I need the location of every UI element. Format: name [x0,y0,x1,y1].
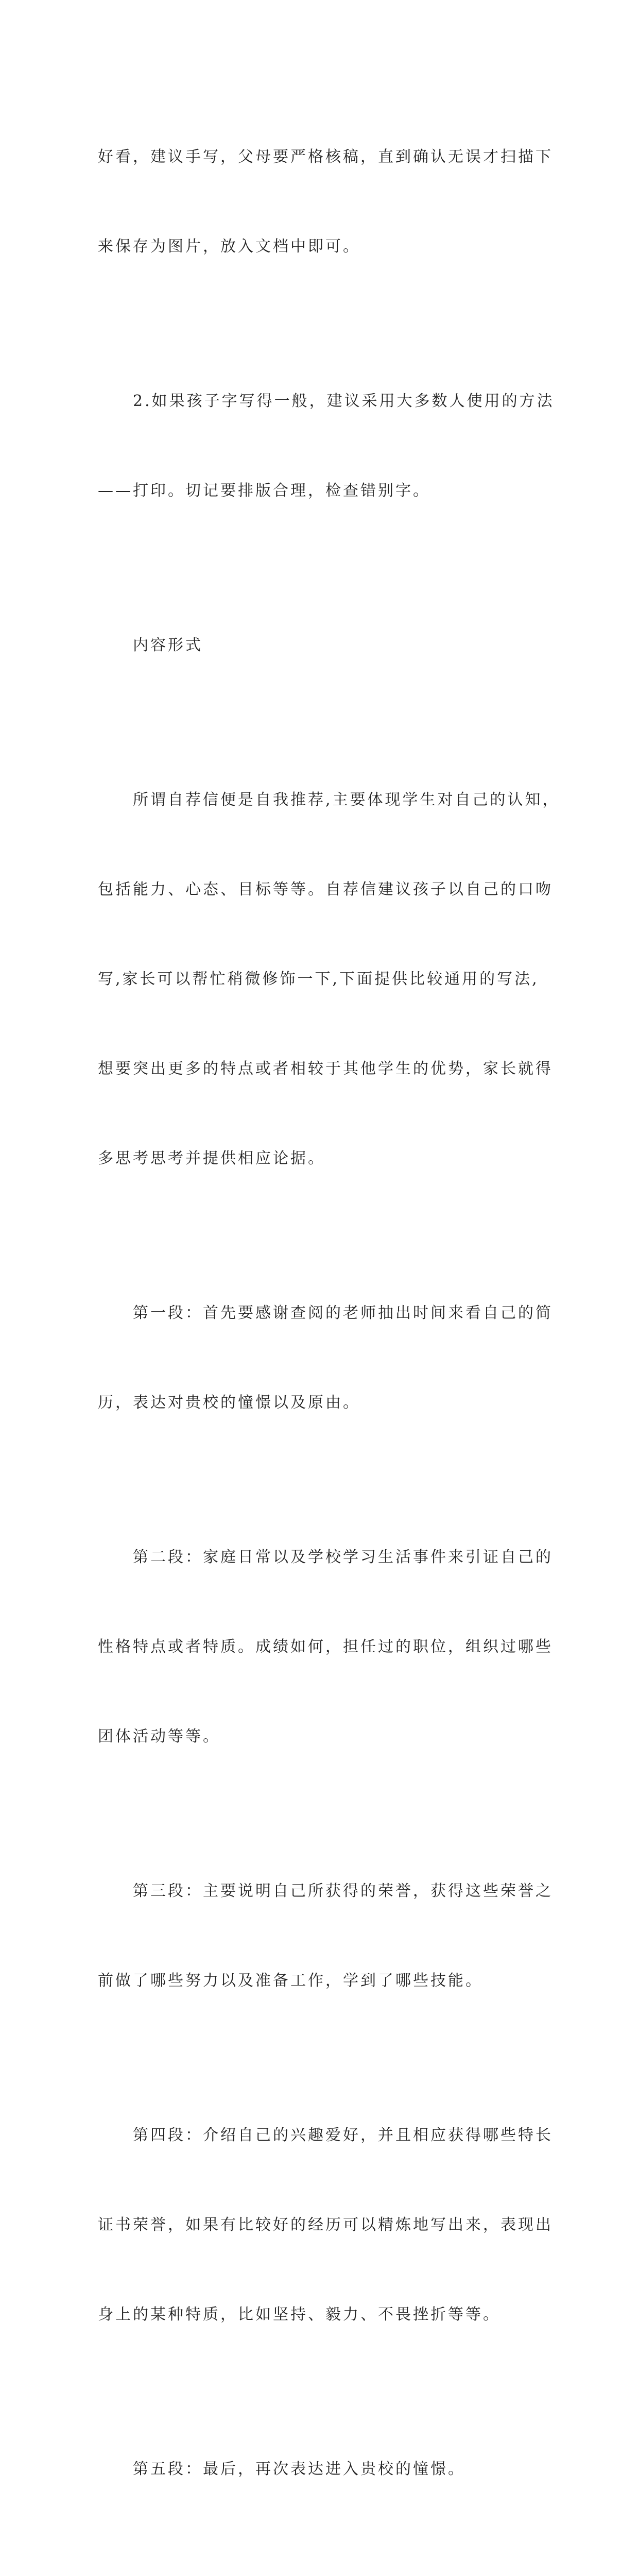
paragraph [98,82,551,321]
text-line: 身上的某种特质，比如坚持、毅力、不畏挫折等等。 [98,2306,500,2324]
document-body [98,82,560,2576]
text-line: 包括能力、心态、目标等等。自荐信建议孩子以自己的口吻 [98,880,553,899]
text-line: 来保存为图片，放入文档中即可。 [98,238,360,256]
text-line: 第四段：介绍自己的兴趣爱好，并且相应获得哪些特长 [133,2126,553,2144]
text-line: 好看，建议手写，父母要严格核稿，直到确认无误才扫描下 [98,148,553,166]
text-line: 第二段：家庭日常以及学校学习生活事件来引证自己的 [133,1548,553,1566]
text-line: 所谓自荐信便是自我推荐,主要体现学生对自己的认知， [133,791,560,809]
text-line: 多思考思考并提供相应论据。 [98,1149,325,1167]
text-line: 证书荣誉，如果有比较好的经历可以精炼地写出来，表现出 [98,2216,553,2234]
text-line: 内容形式 [133,636,203,654]
paragraph [98,2061,551,2389]
paragraph [98,1817,551,2056]
text-line: 想要突出更多的特点或者相较于其他学生的优势，家长就得 [98,1060,553,1078]
subheading [98,571,551,720]
text-line: 写,家长可以帮忙稍微修饰一下,下面提供比较通用的写法, [98,970,539,988]
paragraph [98,1239,551,1478]
paragraph [98,2395,551,2544]
text-line: 第一段：首先要感谢查阅的老师抽出时间来看自己的简 [133,1304,553,1322]
text-line: 前做了哪些努力以及准备工作，学到了哪些技能。 [98,1972,483,1990]
text-line: 第三段：主要说明自己所获得的荣誉，获得这些荣誉之 [133,1882,553,1900]
paragraph [98,725,560,1233]
text-line: 历，表达对贵校的憧憬以及原由。 [98,1394,360,1412]
text-line: 性格特点或者特质。成绩如何，担任过的职位，组织过哪些 [98,1638,553,1656]
paragraph [98,327,555,566]
text-line: 2.如果孩子字写得一般，建议采用大多数人使用的方法 [133,392,555,410]
paragraph [98,1483,551,1811]
text-line: 第五段：最后，再次表达进入贵校的憧憬。 [133,2460,465,2478]
paragraph [98,2549,551,2576]
text-line: ——打印。切记要排版合理，检查错别字。 [98,482,430,500]
text-line: 团体活动等等。 [98,1727,220,1745]
